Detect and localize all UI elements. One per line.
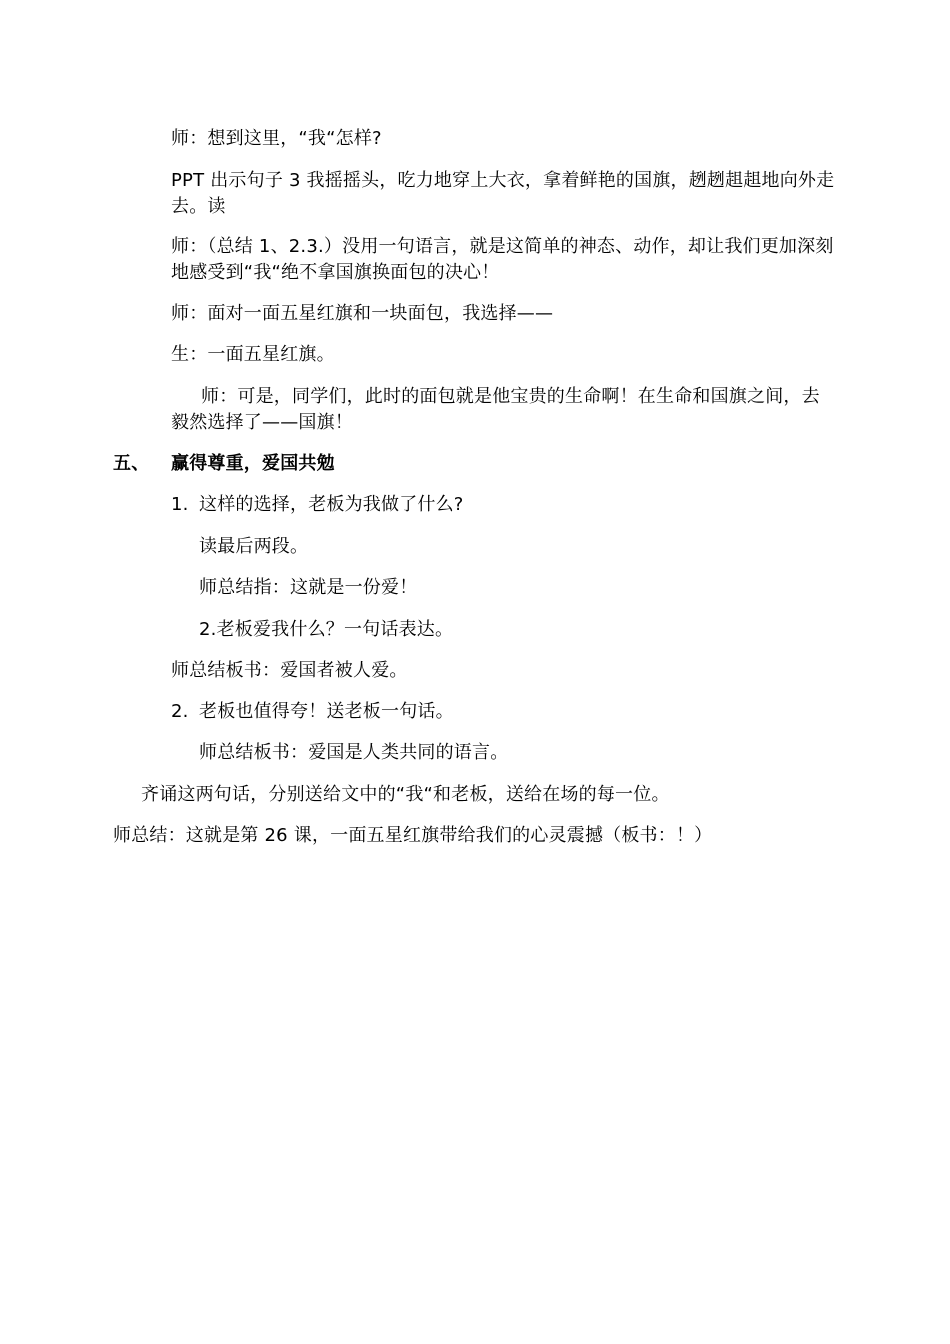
paragraph: 读最后两段。: [199, 536, 309, 557]
section-title: 赢得尊重，爱国共勉: [171, 453, 335, 474]
paragraph: 师：可是，同学们，此时的面包就是他宝贵的生命啊！在生命和国旗之间，去毅然选择了——国旗！: [171, 386, 820, 433]
paragraph: 师总结板书：爱国是人类共同的语言。: [199, 742, 509, 763]
paragraph: PPT 出示句子 3 我摇摇头，吃力地穿上大衣，拿着鲜艳的国旗，趔趔趄趄地向外走去。读: [171, 170, 835, 217]
section-number: 五、: [113, 453, 150, 474]
paragraph: 师总结指：这就是一份爱！: [199, 577, 418, 598]
list-item: [171, 492, 464, 518]
list-item-number: 1.: [171, 494, 189, 515]
list-item-number: 2.: [171, 701, 189, 722]
paragraph: 2.老板爱我什么？一句话表达。: [199, 619, 454, 640]
paragraph: 师总结：这就是第 26 课，一面五星红旗带给我们的心灵震撼（板书：！）: [113, 825, 713, 846]
paragraph: 齐诵这两句话，分别送给文中的“我“和老板，送给在场的每一位。: [141, 784, 670, 805]
paragraph: 师：想到这里，“我“怎样?: [171, 128, 382, 149]
list-item-text: 老板也值得夸！送老板一句话。: [199, 701, 454, 722]
paragraph: 生：一面五星红旗。: [171, 344, 335, 365]
paragraph: 师总结板书：爱国者被人爱。: [171, 660, 408, 681]
list-item: [171, 699, 454, 725]
paragraph: 师：（总结 1、2.3.）没用一句语言，就是这简单的神态、动作，却让我们更加深刻地感受到“我“绝不拿国旗换面包的决心！: [171, 236, 834, 283]
paragraph: 师：面对一面五星红旗和一块面包，我选择——: [171, 303, 554, 324]
list-item-text: 这样的选择，老板为我做了什么?: [199, 494, 464, 515]
